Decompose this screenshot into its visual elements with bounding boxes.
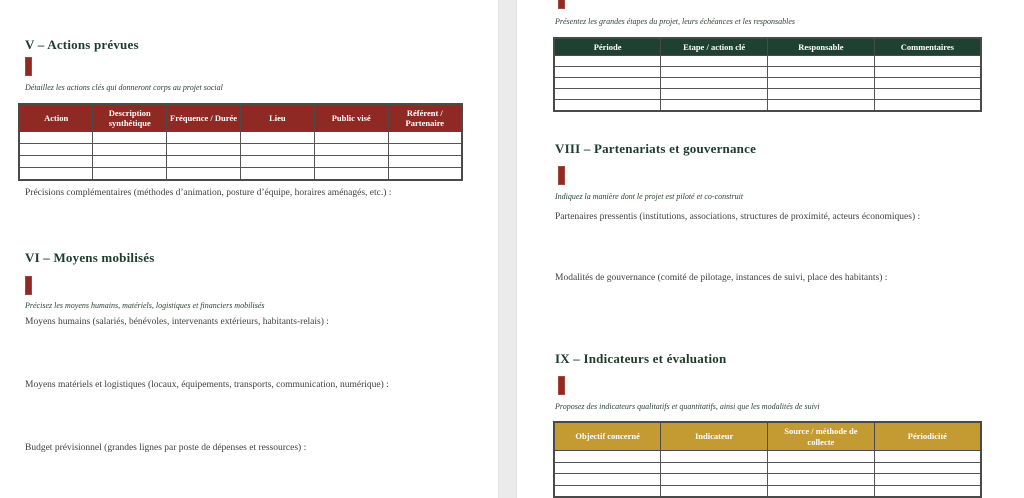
table-cell[interactable] [19,168,93,181]
indicateurs-col-header: Périodicité [874,422,981,451]
table-cell[interactable] [240,144,314,156]
table-cell[interactable] [874,451,981,463]
table-row [554,462,981,474]
actions-col-header: Fréquence / Durée [167,104,241,132]
page-gap [498,0,517,498]
etapes-col-header: Responsable [768,38,875,56]
table-cell[interactable] [19,156,93,168]
table-row [19,168,462,181]
section-vi-accent-bar [25,276,32,295]
indicateurs-col-header: Objectif concerné [554,422,661,451]
table-cell[interactable] [314,144,388,156]
actions-col-header: Public visé [314,104,388,132]
table-cell[interactable] [661,56,768,67]
table-cell[interactable] [768,451,875,463]
partenaires-label: Partenaires pressentis (institutions, associations, structures de proximité, acteurs économiques) : [555,212,921,222]
table-cell[interactable] [661,100,768,112]
actions-col-header: Référent / Partenaire [388,104,462,132]
table-cell[interactable] [661,451,768,463]
etapes-table [553,37,982,112]
section-ix-accent-bar [558,376,565,395]
table-cell[interactable] [554,78,661,89]
section-v-title: V – Actions prévues [25,37,139,52]
table-row [554,56,981,67]
section-ix-instruction: Proposez des indicateurs qualitatifs et quantitatifs, ainsi que les modalités de suivi [555,402,820,411]
table-cell[interactable] [768,462,875,474]
table-cell[interactable] [240,168,314,181]
indicateurs-table [553,421,982,498]
table-cell[interactable] [554,89,661,100]
actions-col-header: Lieu [240,104,314,132]
table-row [19,156,462,168]
table-cell[interactable] [661,78,768,89]
table-cell[interactable] [661,462,768,474]
section-ix-title: IX – Indicateurs et évaluation [555,351,727,366]
indicateurs-table-header-row [554,422,981,451]
table-cell[interactable] [554,462,661,474]
table-cell[interactable] [388,156,462,168]
table-cell[interactable] [554,474,661,486]
table-cell[interactable] [388,144,462,156]
table-cell[interactable] [93,132,167,144]
table-cell[interactable] [554,67,661,78]
table-cell[interactable] [768,78,875,89]
moyens-materiels-label: Moyens matériels et logistiques (locaux, équipements, transports, communication, numérique) : [25,380,389,390]
table-cell[interactable] [19,144,93,156]
table-row [554,474,981,486]
table-cell[interactable] [93,168,167,181]
etapes-table-header-row [554,38,981,56]
table-cell[interactable] [874,67,981,78]
table-cell[interactable] [240,156,314,168]
indicateurs-col-header: Source / méthode de collecte [768,422,875,451]
indicateurs-col-header: Indicateur [661,422,768,451]
table-cell[interactable] [661,67,768,78]
moyens-humains-label: Moyens humains (salariés, bénévoles, intervenants extérieurs, habitants-relais) : [25,317,329,327]
budget-label: Budget prévisionnel (grandes lignes par poste de dépenses et ressources) : [25,443,307,453]
section-viii-title: VIII – Partenariats et gouvernance [555,141,757,156]
table-cell[interactable] [314,132,388,144]
table-cell[interactable] [167,132,241,144]
precisions-label: Précisions complémentaires (méthodes d’animation, posture d’équipe, horaires aménagés, etc.) : [25,188,392,198]
table-cell[interactable] [768,89,875,100]
table-cell[interactable] [314,168,388,181]
section-vii-instruction: Présentez les grandes étapes du projet, leurs échéances et les responsables [555,17,796,26]
table-cell[interactable] [661,89,768,100]
table-row [554,78,981,89]
table-row [554,451,981,463]
table-cell[interactable] [240,132,314,144]
table-row [554,485,981,497]
table-cell[interactable] [314,156,388,168]
section-v-accent-bar [25,57,32,76]
table-cell[interactable] [388,168,462,181]
table-cell[interactable] [661,474,768,486]
table-cell[interactable] [874,56,981,67]
section-vii-accent-bar [558,0,565,9]
table-cell[interactable] [768,474,875,486]
actions-table [18,103,463,181]
table-cell[interactable] [768,100,875,112]
table-cell[interactable] [874,78,981,89]
table-cell[interactable] [768,485,875,497]
actions-table-header-row [19,104,462,132]
actions-col-header: Action [19,104,93,132]
table-cell[interactable] [874,89,981,100]
table-cell[interactable] [19,132,93,144]
table-cell[interactable] [874,462,981,474]
table-row [554,67,981,78]
section-vi-title: VI – Moyens mobilisés [25,250,155,265]
table-cell[interactable] [167,156,241,168]
table-cell[interactable] [167,168,241,181]
etapes-col-header: Etape / action clé [661,38,768,56]
actions-col-header: Description synthétique [93,104,167,132]
table-cell[interactable] [554,56,661,67]
table-row [19,144,462,156]
section-viii-instruction: Indiquez la manière dont le projet est piloté et co-construit [555,192,744,201]
table-cell[interactable] [167,144,241,156]
table-cell[interactable] [874,474,981,486]
section-v-instruction: Détaillez les actions clés qui donneront corps au projet social [25,83,223,92]
table-cell[interactable] [768,67,875,78]
table-cell[interactable] [554,451,661,463]
table-row [554,100,981,112]
table-row [19,132,462,144]
table-cell[interactable] [388,132,462,144]
etapes-col-header: Commentaires [874,38,981,56]
table-cell[interactable] [554,485,661,497]
table-cell[interactable] [554,100,661,112]
table-cell[interactable] [661,485,768,497]
table-cell[interactable] [874,485,981,497]
etapes-col-header: Période [554,38,661,56]
table-cell[interactable] [93,156,167,168]
gouvernance-label: Modalités de gouvernance (comité de pilotage, instances de suivi, place des habitants) : [555,273,888,283]
table-cell[interactable] [768,56,875,67]
table-cell[interactable] [874,100,981,112]
section-vi-instruction: Précisez les moyens humains, matériels, logistiques et financiers mobilisés [25,301,265,310]
section-viii-accent-bar [558,166,565,185]
table-row [554,89,981,100]
table-cell[interactable] [93,144,167,156]
